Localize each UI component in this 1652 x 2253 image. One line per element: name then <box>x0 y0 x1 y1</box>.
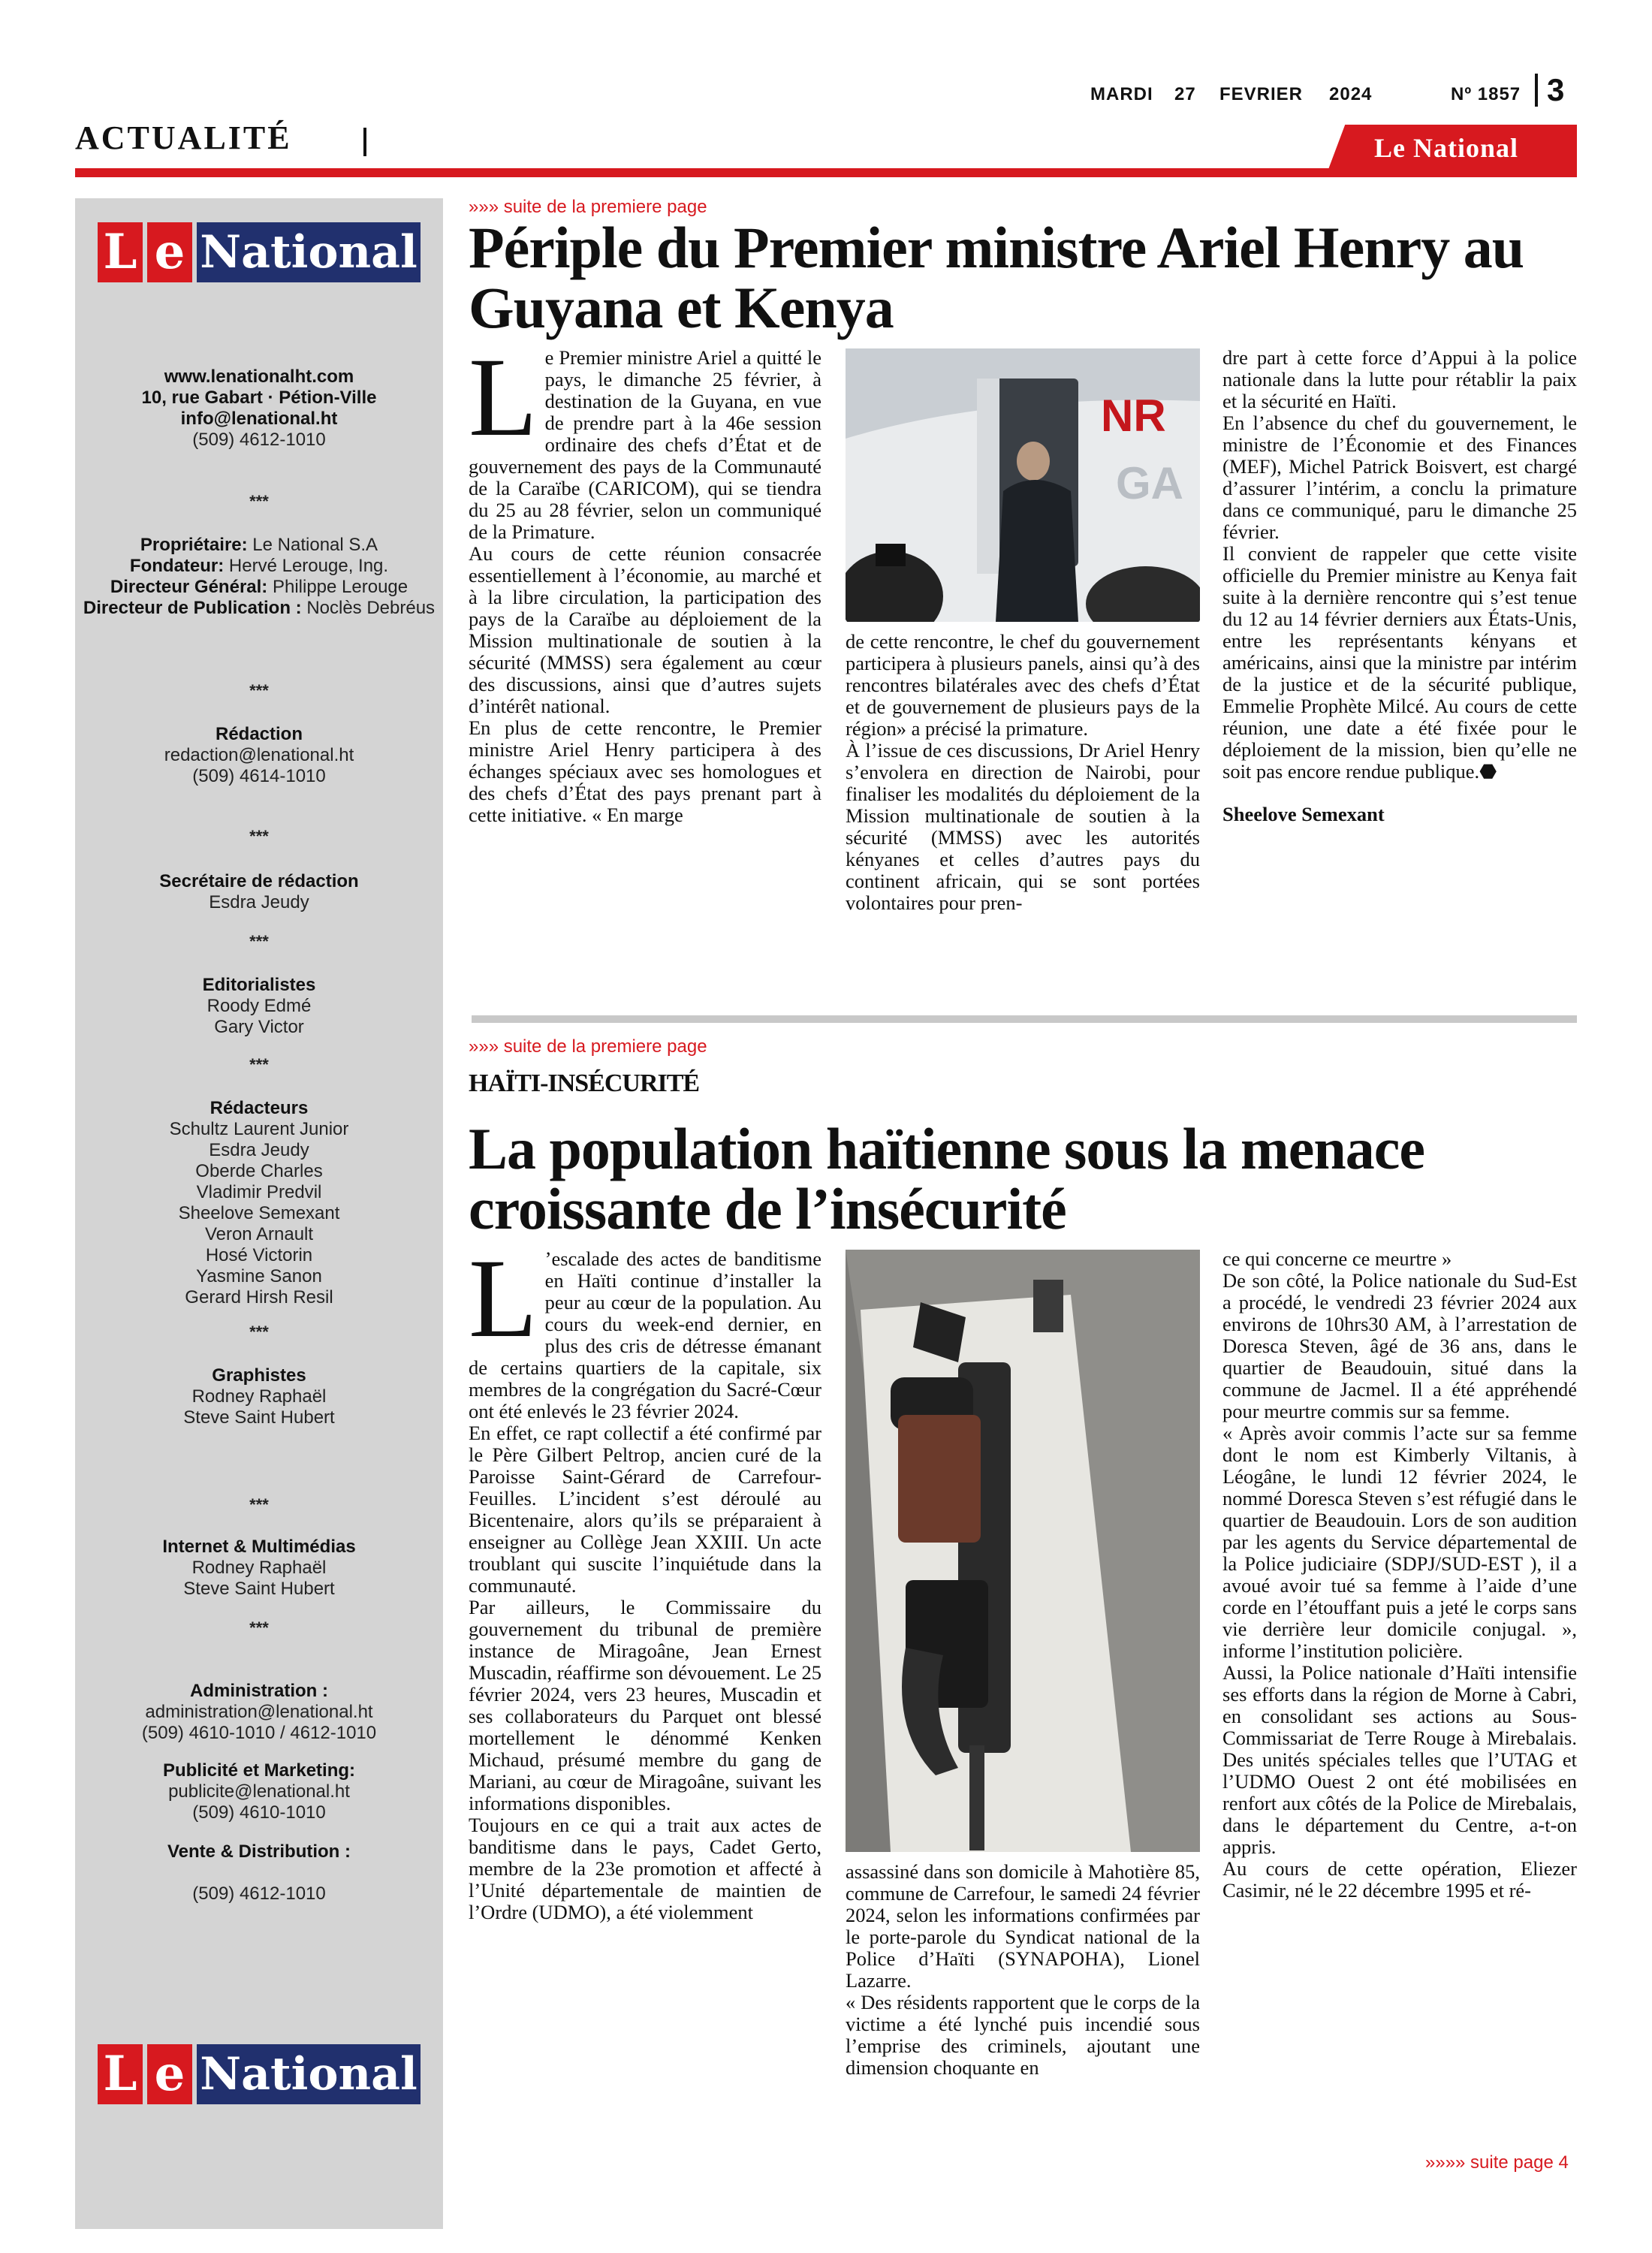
article2-column-2: assassiné dans son domicile à Mahotière 85, commune de Carrefour, le samedi 24 février 2024, selon les informations confirmées par le porte-parole du Syndicat national de la Police d’Haïti (SYNAPOHA), Lionel Lazarre. « Des résidents rapportent que le corps de la victime a été lynché puis incendié sous l’emprise des criminels, ajoutant une dimension choquante en <box>846 1860 1200 2079</box>
article1-author: Sheelove Semexant <box>1222 803 1385 825</box>
masthead-sales: Vente & Distribution : (509) 4612-1010 <box>167 1841 351 1904</box>
separator-stars: *** <box>249 1055 269 1074</box>
separator-stars: *** <box>249 1495 269 1514</box>
header-day: MARDI <box>1090 84 1153 104</box>
header-date-number: 27 <box>1174 84 1196 104</box>
masthead-secretary: Secrétaire de rédaction Esdra Jeudy <box>159 871 359 912</box>
article2-title: La population haïtienne sous la menace croissante de l’insécurité <box>469 1116 1425 1241</box>
contact-email: info@lenational.ht <box>180 409 338 429</box>
section-title: ACTUALITÉ <box>75 119 292 156</box>
website: www.lenationalht.com <box>164 366 354 387</box>
article2-continued-link[interactable]: »»»» suite page 4 <box>1425 2152 1569 2173</box>
article2-photo-seized-rifle <box>846 1250 1200 1852</box>
separator-stars: *** <box>249 492 269 511</box>
separator-stars: *** <box>249 1618 269 1637</box>
article1-column-2: de cette rencontre, le chef du gouvernement participera à plusieurs panels, ainsi qu’à des rencontres bilatérales avec des chefs d’État et de gouvernement de plusieurs pays de la région» a précisé la primature. À l’issue de ces discussions, Dr Ariel Henry s’envolera en direction de Nairobi, pour finaliser les modalités du déploiement de la Mission multinationale de soutien à la sécurité (MMSS) avec les autorités kényanes et celles d’autres pays du continent africain, qui se sont portées volontaires pour pren- <box>846 630 1200 914</box>
separator-stars: *** <box>249 827 269 846</box>
svg-text:NR: NR <box>1101 391 1166 441</box>
header-year: 2024 <box>1329 84 1373 104</box>
article1-column-1: L e Premier ministre Ariel a quitté le pays, le dimanche 25 février, à destination de la Guyana, en vue de prendre part à la 46e session ordinaire des chefs d’État et de gouvernement des pays de la Communauté de la Caraïbe (CARICOM), qui se tiendra du 25 au 28 février, selon un communiqué de la Primature. Au cours de cette réunion consacrée essentiellement à l’économie, au marché et à la libre circulation, la participation des pays de la Caraïbe au déploiement de la Mission multinationale de soutien à la sécurité (MMSS) sera également au cœur des discussions, ainsi que d’autres sujets d’intérêt national. En plus de cette rencontre, le Premier ministre Ariel Henry participera à des échanges spéciaux avec ses homologues et des chefs d’État des pays prenant part à cette initiative. « En marge <box>469 335 821 826</box>
masthead-graphic-designers: Graphistes Rodney Raphaël Steve Saint Hubert <box>183 1365 335 1428</box>
separator-stars: *** <box>249 681 269 700</box>
issue-number: Nº 1857 <box>1451 84 1521 104</box>
masthead-contact <box>75 366 443 451</box>
article-separator <box>472 1015 1577 1023</box>
page-number: 3 <box>1547 72 1565 107</box>
article1-kicker: »»» suite de la premiere page <box>469 197 707 217</box>
header-red-rule <box>75 168 1577 177</box>
section-divider <box>363 128 366 156</box>
masthead-editorialists: Editorialistes Roody Edmé Gary Victor <box>202 975 316 1037</box>
separator-stars: *** <box>249 1323 269 1341</box>
article1-dropcap: L <box>469 335 538 460</box>
masthead-writers: Rédacteurs Schultz Laurent Junior Esdra Jeudy Oberde Charles Vladimir Predvil Sheelove Semexant Veron Arnault Hosé Victorin Yasmine Sanon Gerard Hirsh Resil <box>169 1098 349 1307</box>
article1-photo-prime-minister-boarding-plane <box>846 348 1200 622</box>
separator-stars: *** <box>249 932 269 951</box>
masthead-internet: Internet & Multimédias Rodney Raphaël Steve Saint Hubert <box>162 1537 356 1599</box>
svg-text:GA: GA <box>1116 458 1183 508</box>
masthead-redaction: Rédaction redaction@lenational.ht (509) 4614-1010 <box>164 724 354 786</box>
article1-column-3: dre part à cette force d’Appui à la police nationale dans la lutte pour rétablir la paix et la sécurité en Haïti. En l’absence du chef du gouvernement, le ministre de l’Économie et des Finances (MEF), Michel Patrick Boisvert, est chargé d’assurer l’intérim, a conclu la primature dans ce communiqué, paru le dimanche 25 février. Il convient de rappeler que cette visite officielle du Premier ministre au Kenya fait suite à la dernière rencontre qui s’est tenue du 12 au 14 février derniers aux États-Unis, entre les représentants kényans et américains, ainsi que la ministre par intérim de la justice et de la sécurité publique, Emmelie Prophète Milcé. Au cours de cette réunion, une date a été fixée pour le déploiement de la mission, bien qu’elle ne soit pas encore rendue publique.⬣ Sheelove Semexant <box>1222 346 1577 825</box>
article1-title: Périple du Premier ministre Ariel Henry au Guyana et Kenya <box>469 215 1524 340</box>
article2-column-3: ce qui concerne ce meurtre » De son côté, la Police nationale du Sud-Est a procédé, le vendredi 23 février 2024 aux environs de 10hrs30 AM, à l’arrestation de Doresca Steven, âgé de 36 ans, dans le quartier de Beaudouin, situé dans la commune de Jacmel. Il a été appréhendé pour meurtre commis sur sa femme. « Après avoir commis l’acte sur sa femme dont le nom est Kimberly Viltanis, à Léogâne, le lundi 12 février 2024, le nommé Doresca Steven s’est réfugié dans le quartier de Beaudouin. Lors de son audition par les agents du Service départemental de la Police judiciaire (SDPJ/SUD-EST ), il a avoué avoir tué sa femme à l’aide d’une corde en l’étouffant puis a jeté le corps sans vie derrière leur domicile conjugal. », informe l’institution policière. Aussi, la Police nationale d’Haïti intensifie ses efforts dans la région de Morne à Cabri, en consolidant ses actions au Sous-Commissariat de Terre Rouge à Mirebalais. Des unités spéciales telles que l’UTAG et l’UDMO Ouest 2 ont été mobilisées en renfort aux côtés de la Police de Mirebalais, dans le département du Centre, a-t-on appris. Au cours de cette opération, Eliezer Casimir, né le 22 décembre 1995 et ré- <box>1222 1247 1577 1902</box>
article2-rubric: HAÏTI-INSÉCURITÉ <box>469 1069 700 1097</box>
address: 10, rue Gabart · Pétion-Ville <box>141 388 377 408</box>
header-month: FEVRIER <box>1219 84 1304 104</box>
masthead-direction: Propriétaire: Le National S.A Fondateur: Hervé Lerouge, Ing. Directeur Général: Philippe Lerouge Directeur de Publication : Noclès Debréus <box>83 535 436 618</box>
masthead-advertising: Publicité et Marketing: publicite@lenational.ht (509) 4610-1010 <box>162 1760 356 1823</box>
article2-dropcap: L <box>469 1236 538 1361</box>
article2-column-1: L ’escalade des actes de banditisme en Haïti continue d’installer la peur au cœur de la population. Au cours du week-end dernier, en plus des cris de détresse émanant de certains quartiers de la capitale, six membres de la congrégation du Sacré-Cœur ont été enlevés le 23 février 2024. En effet, ce rapt collectif a été confirmé par le Père Gilbert Peltrop, ancien curé de la Paroisse Saint-Gérard de Carrefour-Feuilles. L’incident s’est déroulé au Bicentenaire, alors qu’ils se préparaient à enseigner au Collège Jean XXIII. Un acte troublant qui suscite l’inquiétude dans la communauté. Par ailleurs, le Commissaire du gouvernement du tribunal de première instance de Miragoâne, Jean Ernest Muscadin, réaffirme son dévouement. Le 25 février 2024, vers 23 heures, Muscadin et ses collaborateurs du Parquet ont blessé mortellement le dénommé Kenken Michaud, présumé membre du gang de Mariani, au cœur de Miragoâne, suivant les informations disponibles. Toujours en ce qui a trait aux actes de banditisme dans le pays, Cadet Gerto, membre de la 23e promotion et affecté à l’Unité départementale de maintien de l’Ordre (UDMO), a été violemment <box>469 1236 821 1923</box>
header-divider <box>1535 74 1538 107</box>
logo-bottom: L e National <box>98 2044 421 2104</box>
masthead-administration: Administration : administration@lenational.ht (509) 4610-1010 / 4612-1010 <box>141 1681 377 1743</box>
paper-name: Le National <box>1374 133 1519 163</box>
article2-kicker: »»» suite de la premiere page <box>469 1036 707 1057</box>
logo-top: L e National <box>98 222 421 282</box>
contact-phone: (509) 4612-1010 <box>192 430 326 450</box>
